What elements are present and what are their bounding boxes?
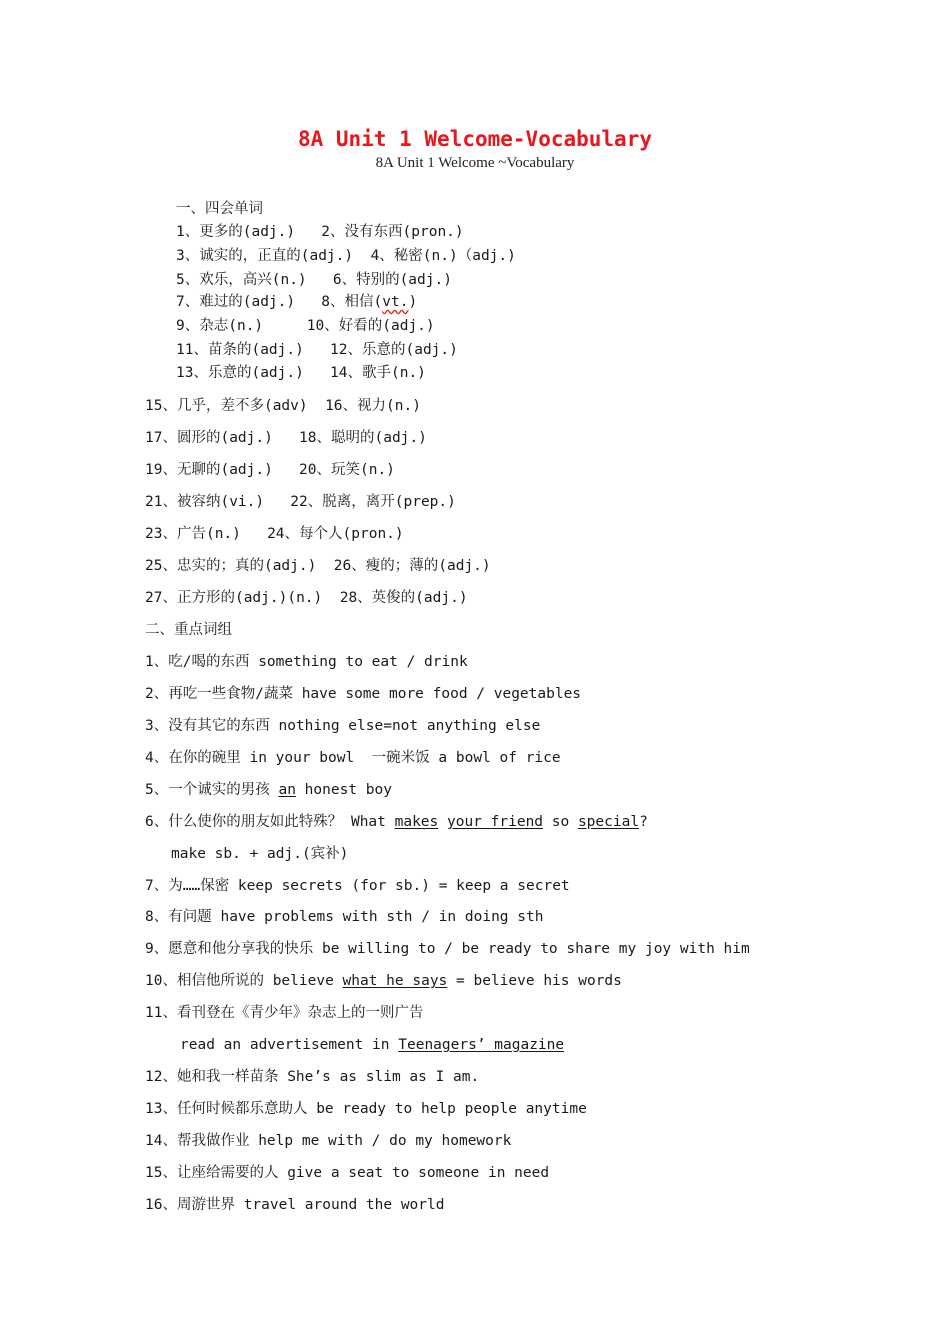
spellcheck-mark: vt.: [382, 294, 409, 310]
phrase-line: 2、再吃一些食物/蔬菜 have some more food / vegetables: [145, 686, 582, 702]
underlined-word: special: [577, 814, 640, 830]
section2-heading: 二、重点词组: [145, 622, 232, 638]
phrase-text: ?: [639, 814, 648, 830]
vocab-line: 23、广告(n.) 24、每个人(pron.): [145, 526, 404, 542]
underlined-word: what he says: [342, 973, 448, 989]
underlined-word: an: [278, 782, 296, 798]
vocab-line: 1、更多的(adj.) 2、没有东西(pron.): [176, 224, 464, 240]
phrase-text: honest boy: [295, 782, 392, 798]
phrase-line: 13、任何时候都乐意助人 be ready to help people anytime: [145, 1101, 587, 1117]
underlined-word: your friend: [447, 814, 544, 830]
phrase-text: so: [543, 814, 578, 830]
vocab-line: 9、杂志(n.) 10、好看的(adj.): [176, 318, 435, 334]
vocab-line: 25、忠实的；真的(adj.) 26、瘦的；薄的(adj.): [145, 558, 491, 574]
underlined-word: makes: [394, 814, 439, 830]
vocab-line: 3、诚实的，正直的(adj.) 4、秘密(n.)（adj.): [176, 248, 516, 264]
vocab-line: 27、正方形的(adj.)(n.) 28、英俊的(adj.): [145, 590, 468, 606]
page-subtitle: 8A Unit 1 Welcome ~Vocabulary: [375, 155, 575, 171]
phrase-line: 11、看刊登在《青少年》杂志上的一则广告: [145, 1005, 424, 1021]
vocab-line: 13、乐意的(adj.) 14、歌手(n.): [176, 365, 426, 381]
vocab-line: 7、难过的(adj.) 8、相信(: [176, 294, 383, 310]
vocab-line: 21、被容纳(vi.) 22、脱离，离开(prep.): [145, 494, 456, 510]
phrase-line: 14、帮我做作业 help me with / do my homework: [145, 1133, 512, 1149]
phrase-sub: [180, 1035, 564, 1055]
vocab-line: 15、几乎，差不多(adv) 16、视力(n.): [145, 398, 421, 414]
phrase-line: [145, 780, 392, 800]
phrase-text: 5、一个诚实的男孩: [145, 782, 279, 798]
phrase-line: 4、在你的碗里 in your bowl 一碗米饭 a bowl of rice: [145, 750, 561, 766]
phrase-line: 1、吃/喝的东西 something to eat / drink: [145, 654, 468, 670]
phrase-line: 3、没有其它的东西 nothing else=not anything else: [145, 718, 541, 734]
phrase-line: 9、愿意和他分享我的快乐 be willing to / be ready to share my joy with him: [145, 941, 750, 957]
phrase-text: 10、相信他所说的 believe: [145, 973, 343, 989]
phrase-line: 8、有问题 have problems with sth / in doing sth: [145, 909, 544, 925]
phrase-text: read an advertisement in: [180, 1037, 399, 1053]
underlined-word: Teenagers’ magazine: [398, 1037, 565, 1053]
section1-heading: 一、四会单词: [176, 201, 263, 217]
vocab-line: 11、苗条的(adj.) 12、乐意的(adj.): [176, 342, 458, 358]
vocab-line-8: [176, 292, 417, 312]
phrase-line: 16、周游世界 travel around the world: [145, 1197, 445, 1213]
phrase-line: 12、她和我一样苗条 She’s as slim as I am.: [145, 1069, 480, 1085]
phrase-line: [145, 812, 648, 832]
vocab-line-close: ): [408, 294, 418, 310]
phrase-line: 15、让座给需要的人 give a seat to someone in need: [145, 1165, 550, 1181]
page-title: 8A Unit 1 Welcome-Vocabulary: [297, 127, 652, 151]
phrase-line: [145, 971, 622, 991]
phrase-text: 6、什么使你的朋友如此特殊？ What: [145, 814, 395, 830]
phrase-line: 7、为……保密 keep secrets (for sb.) = keep a secret: [145, 878, 570, 894]
vocab-line: 17、圆形的(adj.) 18、聪明的(adj.): [145, 430, 427, 446]
phrase-note: make sb. + adj.(宾补): [171, 846, 349, 862]
vocab-line: 5、欢乐，高兴(n.) 6、特别的(adj.): [176, 272, 452, 288]
vocab-line: 19、无聊的(adj.) 20、玩笑(n.): [145, 462, 395, 478]
phrase-text: = believe his words: [447, 973, 622, 989]
